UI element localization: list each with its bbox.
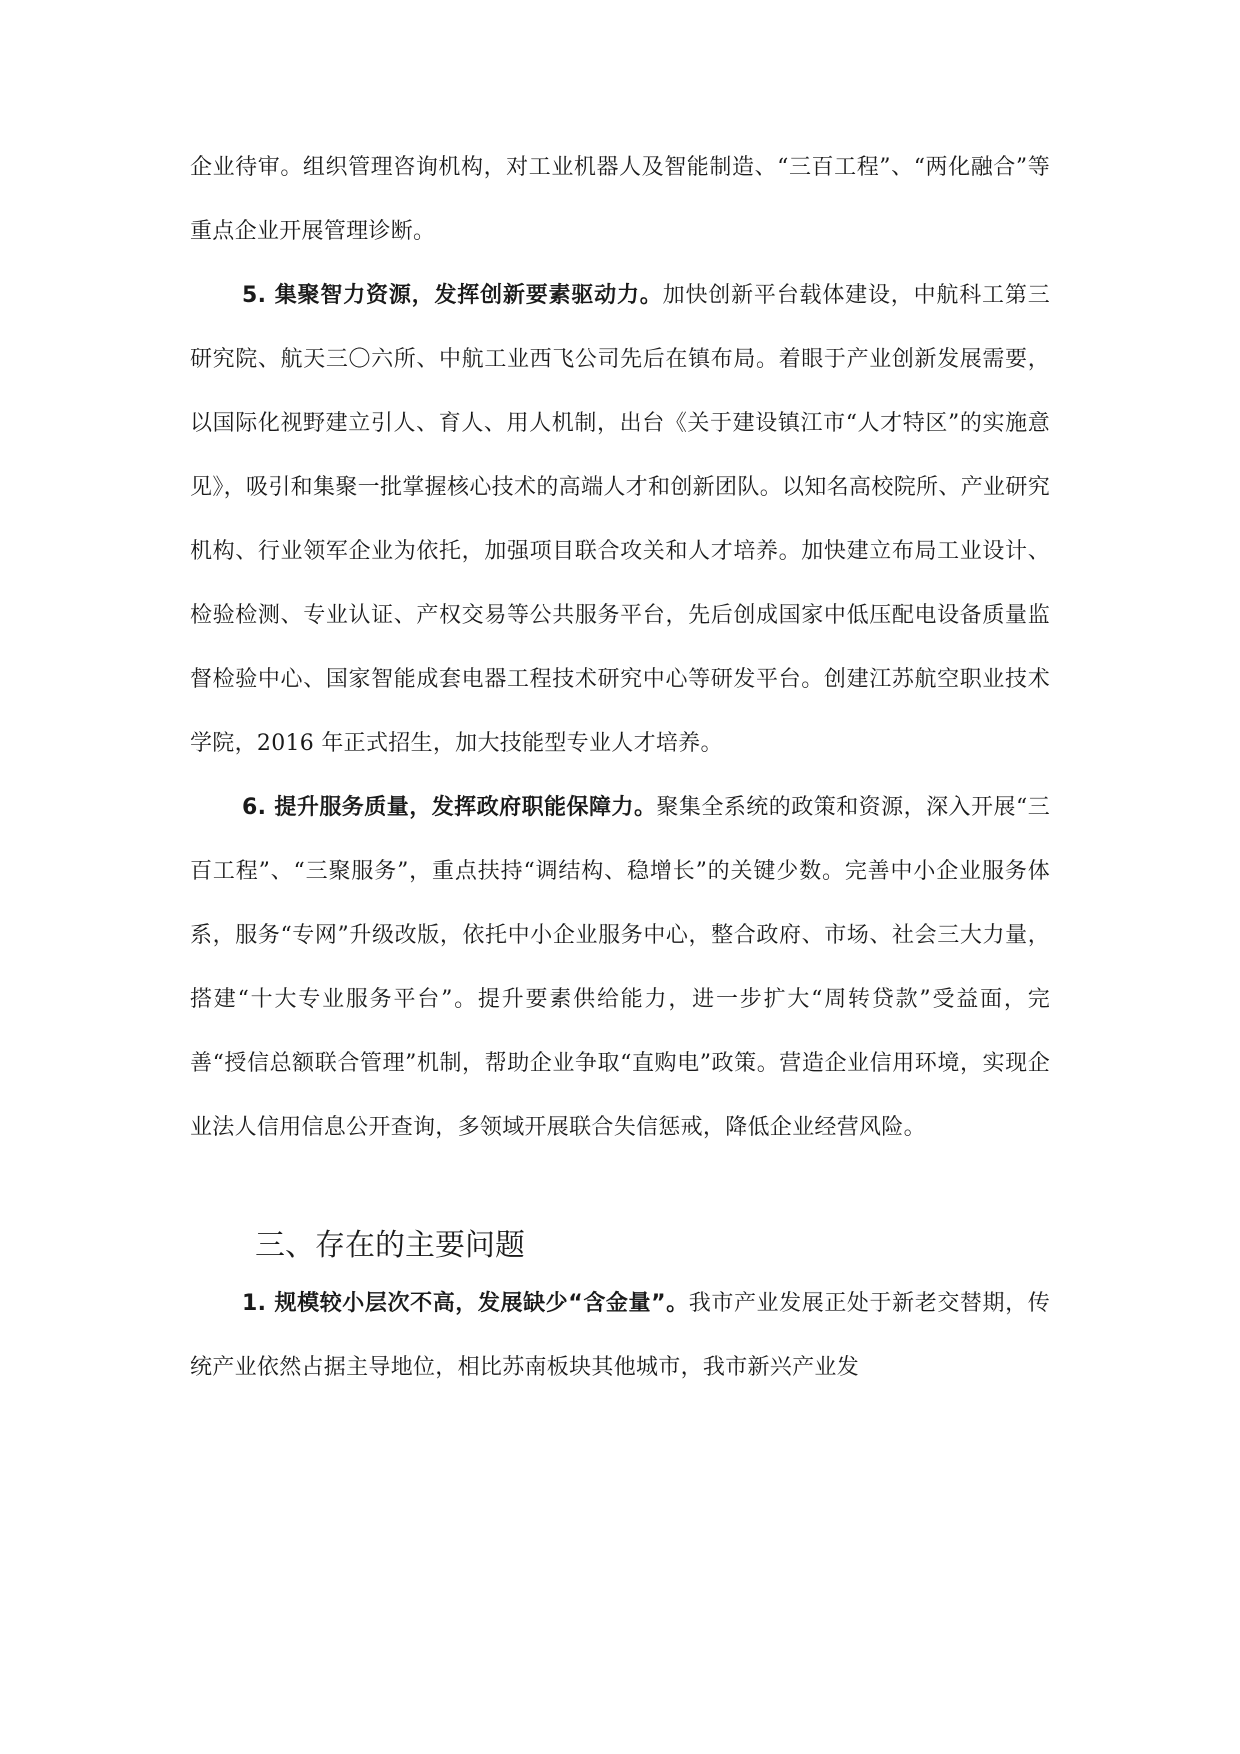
paragraph-text: 我市产业发展正处于新老交替期，传统产业依然占据主导地位，相比苏南板块其他城市，我市新兴产业发 <box>190 1291 1050 1380</box>
paragraph-item-5 <box>190 264 1050 776</box>
paragraph-text: 聚集全系统的政策和资源，深入开展“三百工程”、“三聚服务”，重点扶持“调结构、稳增长”的关键少数。完善中小企业服务体系，服务“专网”升级改版，依托中小企业服务中心，整合政府、市场、社会三大力量，搭建“十大专业服务平台”。提升要素供给能力，进一步扩大“周转贷款”受益面，完善“授信总额联合管理”机制，帮助企业争取“直购电”政策。营造企业信用环境，实现企业法人信用信息公开查询，多领域开展联合失信惩戒，降低企业经营风险。 <box>190 795 1050 1140</box>
paragraph-problem-1 <box>190 1272 1050 1400</box>
section-heading: 三、存在的主要问题 <box>255 1228 525 1263</box>
paragraph-text: 企业待审。组织管理咨询机构，对工业机器人及智能制造、“三百工程”、“两化融合”等重点企业开展管理诊断。 <box>190 155 1050 244</box>
body-text-lower <box>190 1272 1050 1400</box>
paragraph-lead: 6. 提升服务质量，发挥政府职能保障力。 <box>242 795 657 820</box>
paragraph-lead: 5. 集聚智力资源，发挥创新要素驱动力。 <box>242 283 663 308</box>
paragraph-item-6 <box>190 776 1050 1160</box>
body-text-upper <box>190 136 1050 1160</box>
paragraph-lead: 1. 规模较小层次不高，发展缺少“含金量”。 <box>242 1291 689 1316</box>
paragraph-text: 加快创新平台载体建设，中航科工第三研究院、航天三〇六所、中航工业西飞公司先后在镇布局。着眼于产业创新发展需要，以国际化视野建立引人、育人、用人机制，出台《关于建设镇江市“人才特区”的实施意见》，吸引和集聚一批掌握核心技术的高端人才和创新团队。以知名高校院所、产业研究机构、行业领军企业为依托，加强项目联合攻关和人才培养。加快建立布局工业设计、检验检测、专业认证、产权交易等公共服务平台，先后创成国家中低压配电设备质量监督检验中心、国家智能成套电器工程技术研究中心等研发平台。创建江苏航空职业技术学院，2016 年正式招生，加大技能型专业人才培养。 <box>190 283 1050 756</box>
paragraph-continuation <box>190 136 1050 264</box>
